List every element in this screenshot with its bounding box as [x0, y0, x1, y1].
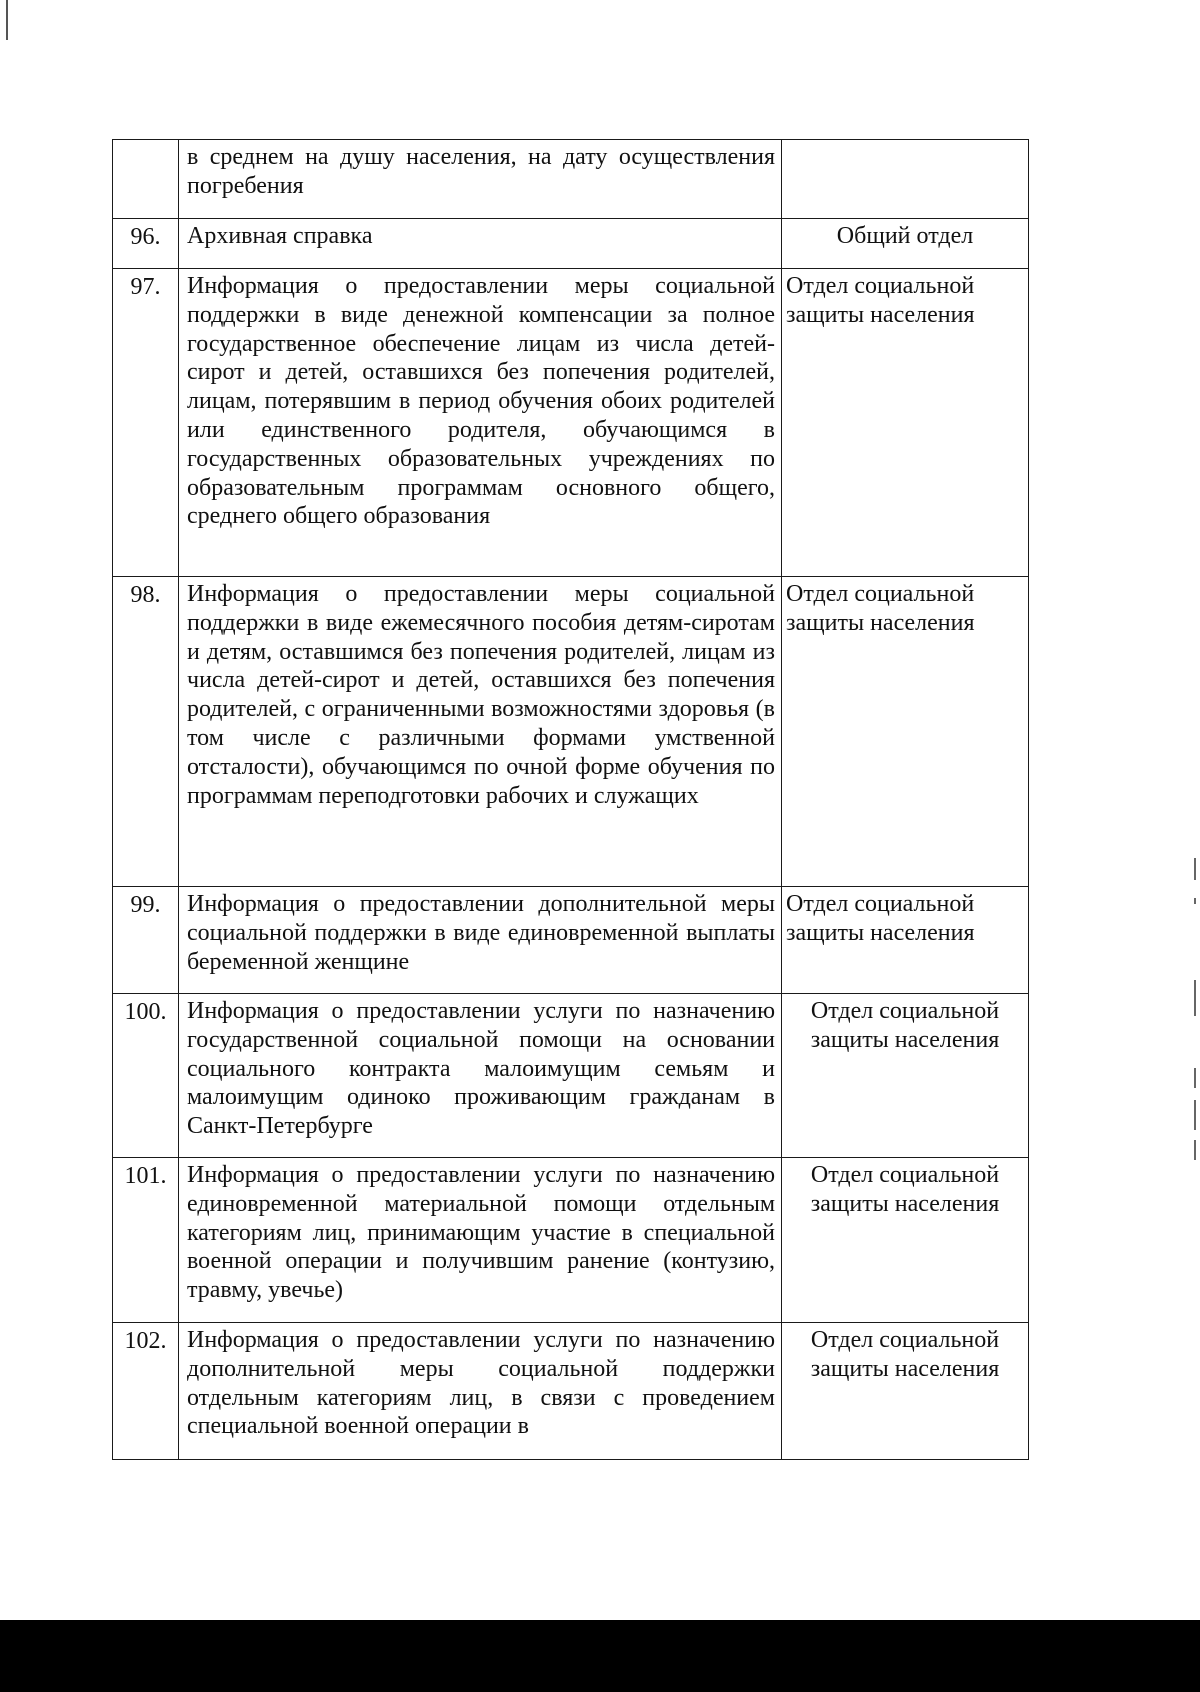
row-number: 100.: [113, 994, 179, 1158]
service-description: Информация о предоставлении дополнительной меры социальной поддержки в виде единовременной выплаты беременной женщине: [179, 887, 782, 994]
row-number: 99.: [113, 887, 179, 994]
row-number: 102.: [113, 1323, 179, 1460]
service-description: в среднем на душу населения, на дату осуществления погребения: [179, 140, 782, 219]
responsible-department: Отдел социальной защиты населения: [782, 887, 1029, 994]
row-number: 101.: [113, 1158, 179, 1323]
table-row: [113, 140, 1029, 219]
service-description: Информация о предоставлении услуги по назначению единовременной материальной помощи отдельным категориям лиц, принимающим участие в специальной военной операции и получившим ранение (контузию, травму, увечье): [179, 1158, 782, 1323]
service-description: Информация о предоставлении услуги по назначению государственной социальной помощи на основании социального контракта малоимущим семьям и малоимущим одиноко проживающим гражданам в Санкт-Петербурге: [179, 994, 782, 1158]
row-number: 96.: [113, 219, 179, 269]
service-description: Информация о предоставлении услуги по назначению дополнительной меры социальной поддержки отдельным категориям лиц, в связи с проведением специальной военной операции в: [179, 1323, 782, 1460]
row-number: 97.: [113, 269, 179, 577]
service-description: Информация о предоставлении меры социальной поддержки в виде денежной компенсации за полное государственное обеспечение лицам из числа детей-сирот и детей, оставшихся без попечения родителей, лицам, потерявшим в период обучения обоих родителей или единственного родителя, обучающимся в государственных образовательных учреждениях по образовательным программам основного общего, среднего общего образования: [179, 269, 782, 577]
responsible-department: Общий отдел: [782, 219, 1029, 269]
table-row: [113, 219, 1029, 269]
responsible-department: Отдел социальной защиты населения: [782, 269, 1029, 577]
scan-bottom-border: [0, 1620, 1200, 1692]
services-table: [112, 139, 1029, 1460]
responsible-department: Отдел социальной защиты населения: [782, 994, 1029, 1158]
scan-edge-mark: [6, 0, 8, 40]
table-row: [113, 887, 1029, 994]
service-description: Архивная справка: [179, 219, 782, 269]
table-row: [113, 269, 1029, 577]
table-row: [113, 1158, 1029, 1323]
responsible-department: Отдел социальной защиты населения: [782, 577, 1029, 887]
row-number: 98.: [113, 577, 179, 887]
table-row: [113, 1323, 1029, 1460]
service-description: Информация о предоставлении меры социальной поддержки в виде ежемесячного пособия детям-сиротам и детям, оставшимся без попечения родителей, лицам из числа детей-сирот и детей, оставшихся без попечения родителей, с ограниченными возможностями здоровья (в том числе с различными формами умственной отсталости), обучающимся по очной форме обучения по программам переподготовки рабочих и служащих: [179, 577, 782, 887]
responsible-department: Отдел социальной защиты населения: [782, 1323, 1029, 1460]
row-number: [113, 140, 179, 219]
table-row: [113, 577, 1029, 887]
responsible-department: [782, 140, 1029, 219]
responsible-department: Отдел социальной защиты населения: [782, 1158, 1029, 1323]
table-row: [113, 994, 1029, 1158]
